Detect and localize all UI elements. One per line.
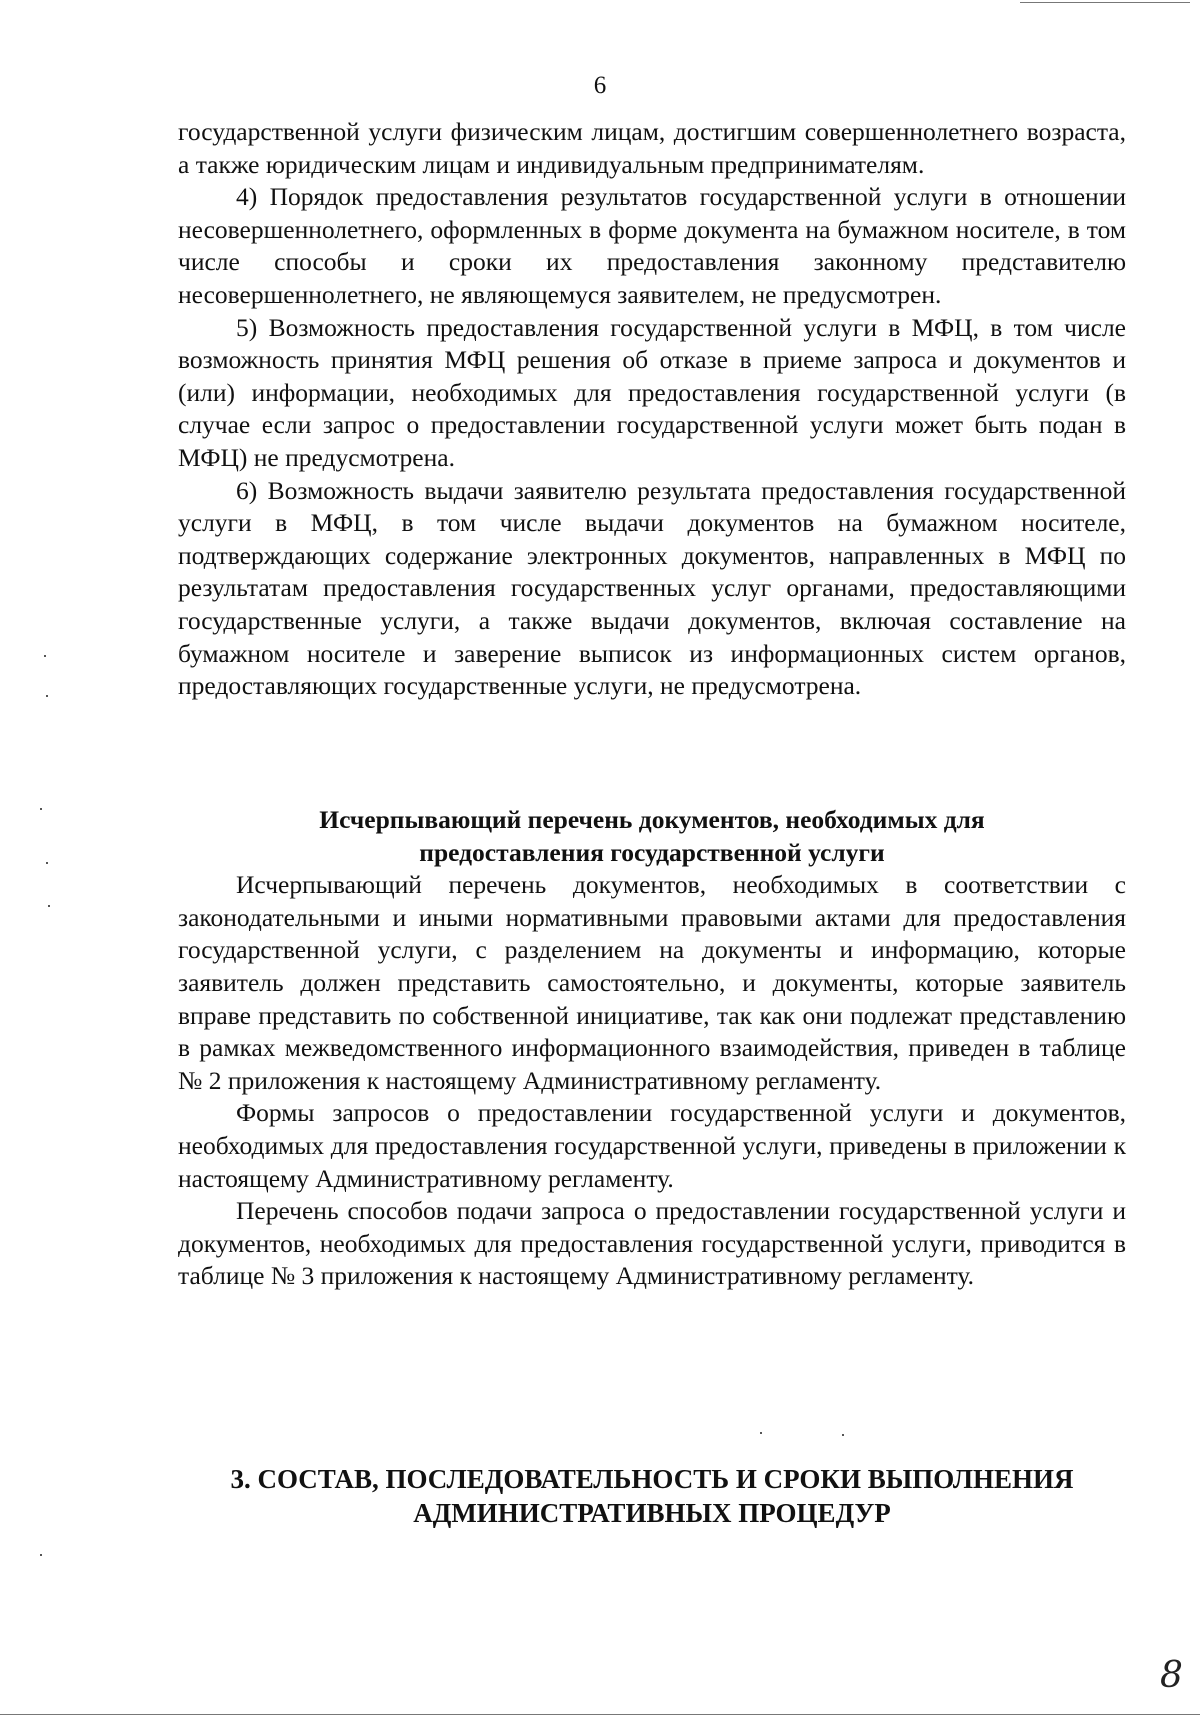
paragraph-item-5: 5) Возможность предоставления государственной услуги в МФЦ, в том числе возможность принятия МФЦ решения об отказе в приеме запроса и документов и (или) информации, необходимых для предоставления государственной услуги (в случае если запрос о предоставлении государственной услуги может быть подан в МФЦ) не предусмотрена. bbox=[178, 312, 1126, 472]
scan-speck bbox=[40, 808, 42, 810]
scan-speck bbox=[44, 655, 46, 657]
scan-speck bbox=[40, 1554, 42, 1556]
paragraph-item-6: 6) Возможность выдачи заявителю результата предоставления государственной услуги в МФЦ, в том числе выдачи документов на бумажном носителе, подтверждающих содержание электронных документов, направленных в МФЦ по результатам предоставления государственных услуг органами, предоставляющими государственные услуги, а также выдачи документов, включая составление на бумажном носителе и заверение выписок из информационных систем органов, предоставляющих государственные услуги, не предусмотрена. bbox=[178, 475, 1126, 701]
scan-edge-bottom bbox=[0, 1714, 1200, 1715]
section-heading-line-1: 3. СОСТАВ, ПОСЛЕДОВАТЕЛЬНОСТЬ И СРОКИ ВЫПОЛНЕНИЯ bbox=[230, 1464, 1074, 1494]
scan-speck bbox=[842, 1434, 844, 1436]
scan-speck bbox=[48, 905, 50, 907]
subsection-heading bbox=[178, 804, 1126, 869]
section-3-heading bbox=[178, 1462, 1126, 1530]
documents-list-section bbox=[178, 804, 1126, 1293]
scan-speck bbox=[46, 695, 48, 697]
subsection-heading-line-2: предоставления государственной услуги bbox=[419, 837, 885, 867]
scan-speck bbox=[760, 1432, 762, 1434]
paragraph-documents-list: Исчерпывающий перечень документов, необходимых в соответствии с законодательными и иными нормативными правовыми актами для предоставления государственной услуги, с разделением на документы и информацию, которые заявитель должен представить самостоятельно, и документы, которые заявитель вправе представить по собственной инициативе, так как они подлежат представлению в рамках межведомственного информационного взаимодействия, приведен в таблице № 2 приложения к настоящему Административному регламенту. bbox=[178, 870, 1126, 1095]
subsection-heading-line-1: Исчерпывающий перечень документов, необходимых для bbox=[319, 805, 985, 834]
document-body-top bbox=[178, 116, 1126, 703]
paragraph-continuation: государственной услуги физическим лицам, достигшим совершеннолетнего возраста, а также юридическим лицам и индивидуальным предпринимателям. bbox=[178, 117, 1126, 179]
paragraph-item-4: 4) Порядок предоставления результатов государственной услуги в отношении несовершеннолетнего, оформленных в форме документа на бумажном носителе, в том числе способы и сроки их предоставления законному представителю несовершеннолетнего, не являющемуся заявителем, не предусмотрен. bbox=[178, 182, 1126, 309]
page-number: 6 bbox=[593, 72, 607, 99]
paragraph-request-forms: Формы запросов о предоставлении государственной услуги и документов, необходимых для предоставления государственной услуги, приведены в приложении к настоящему Административному регламенту. bbox=[178, 1098, 1126, 1193]
paragraph-submission-methods: Перечень способов подачи запроса о предоставлении государственной услуги и документов, необходимых для предоставления государственной услуги, приводится в таблице № 3 приложения к настоящему Административному регламенту. bbox=[178, 1196, 1126, 1291]
section-heading-line-2: АДМИНИСТРАТИВНЫХ ПРОЦЕДУР bbox=[413, 1498, 891, 1528]
handwritten-page-mark: 8 bbox=[1160, 1655, 1183, 1696]
scan-speck bbox=[46, 862, 48, 864]
scan-edge-top bbox=[1020, 2, 1190, 3]
